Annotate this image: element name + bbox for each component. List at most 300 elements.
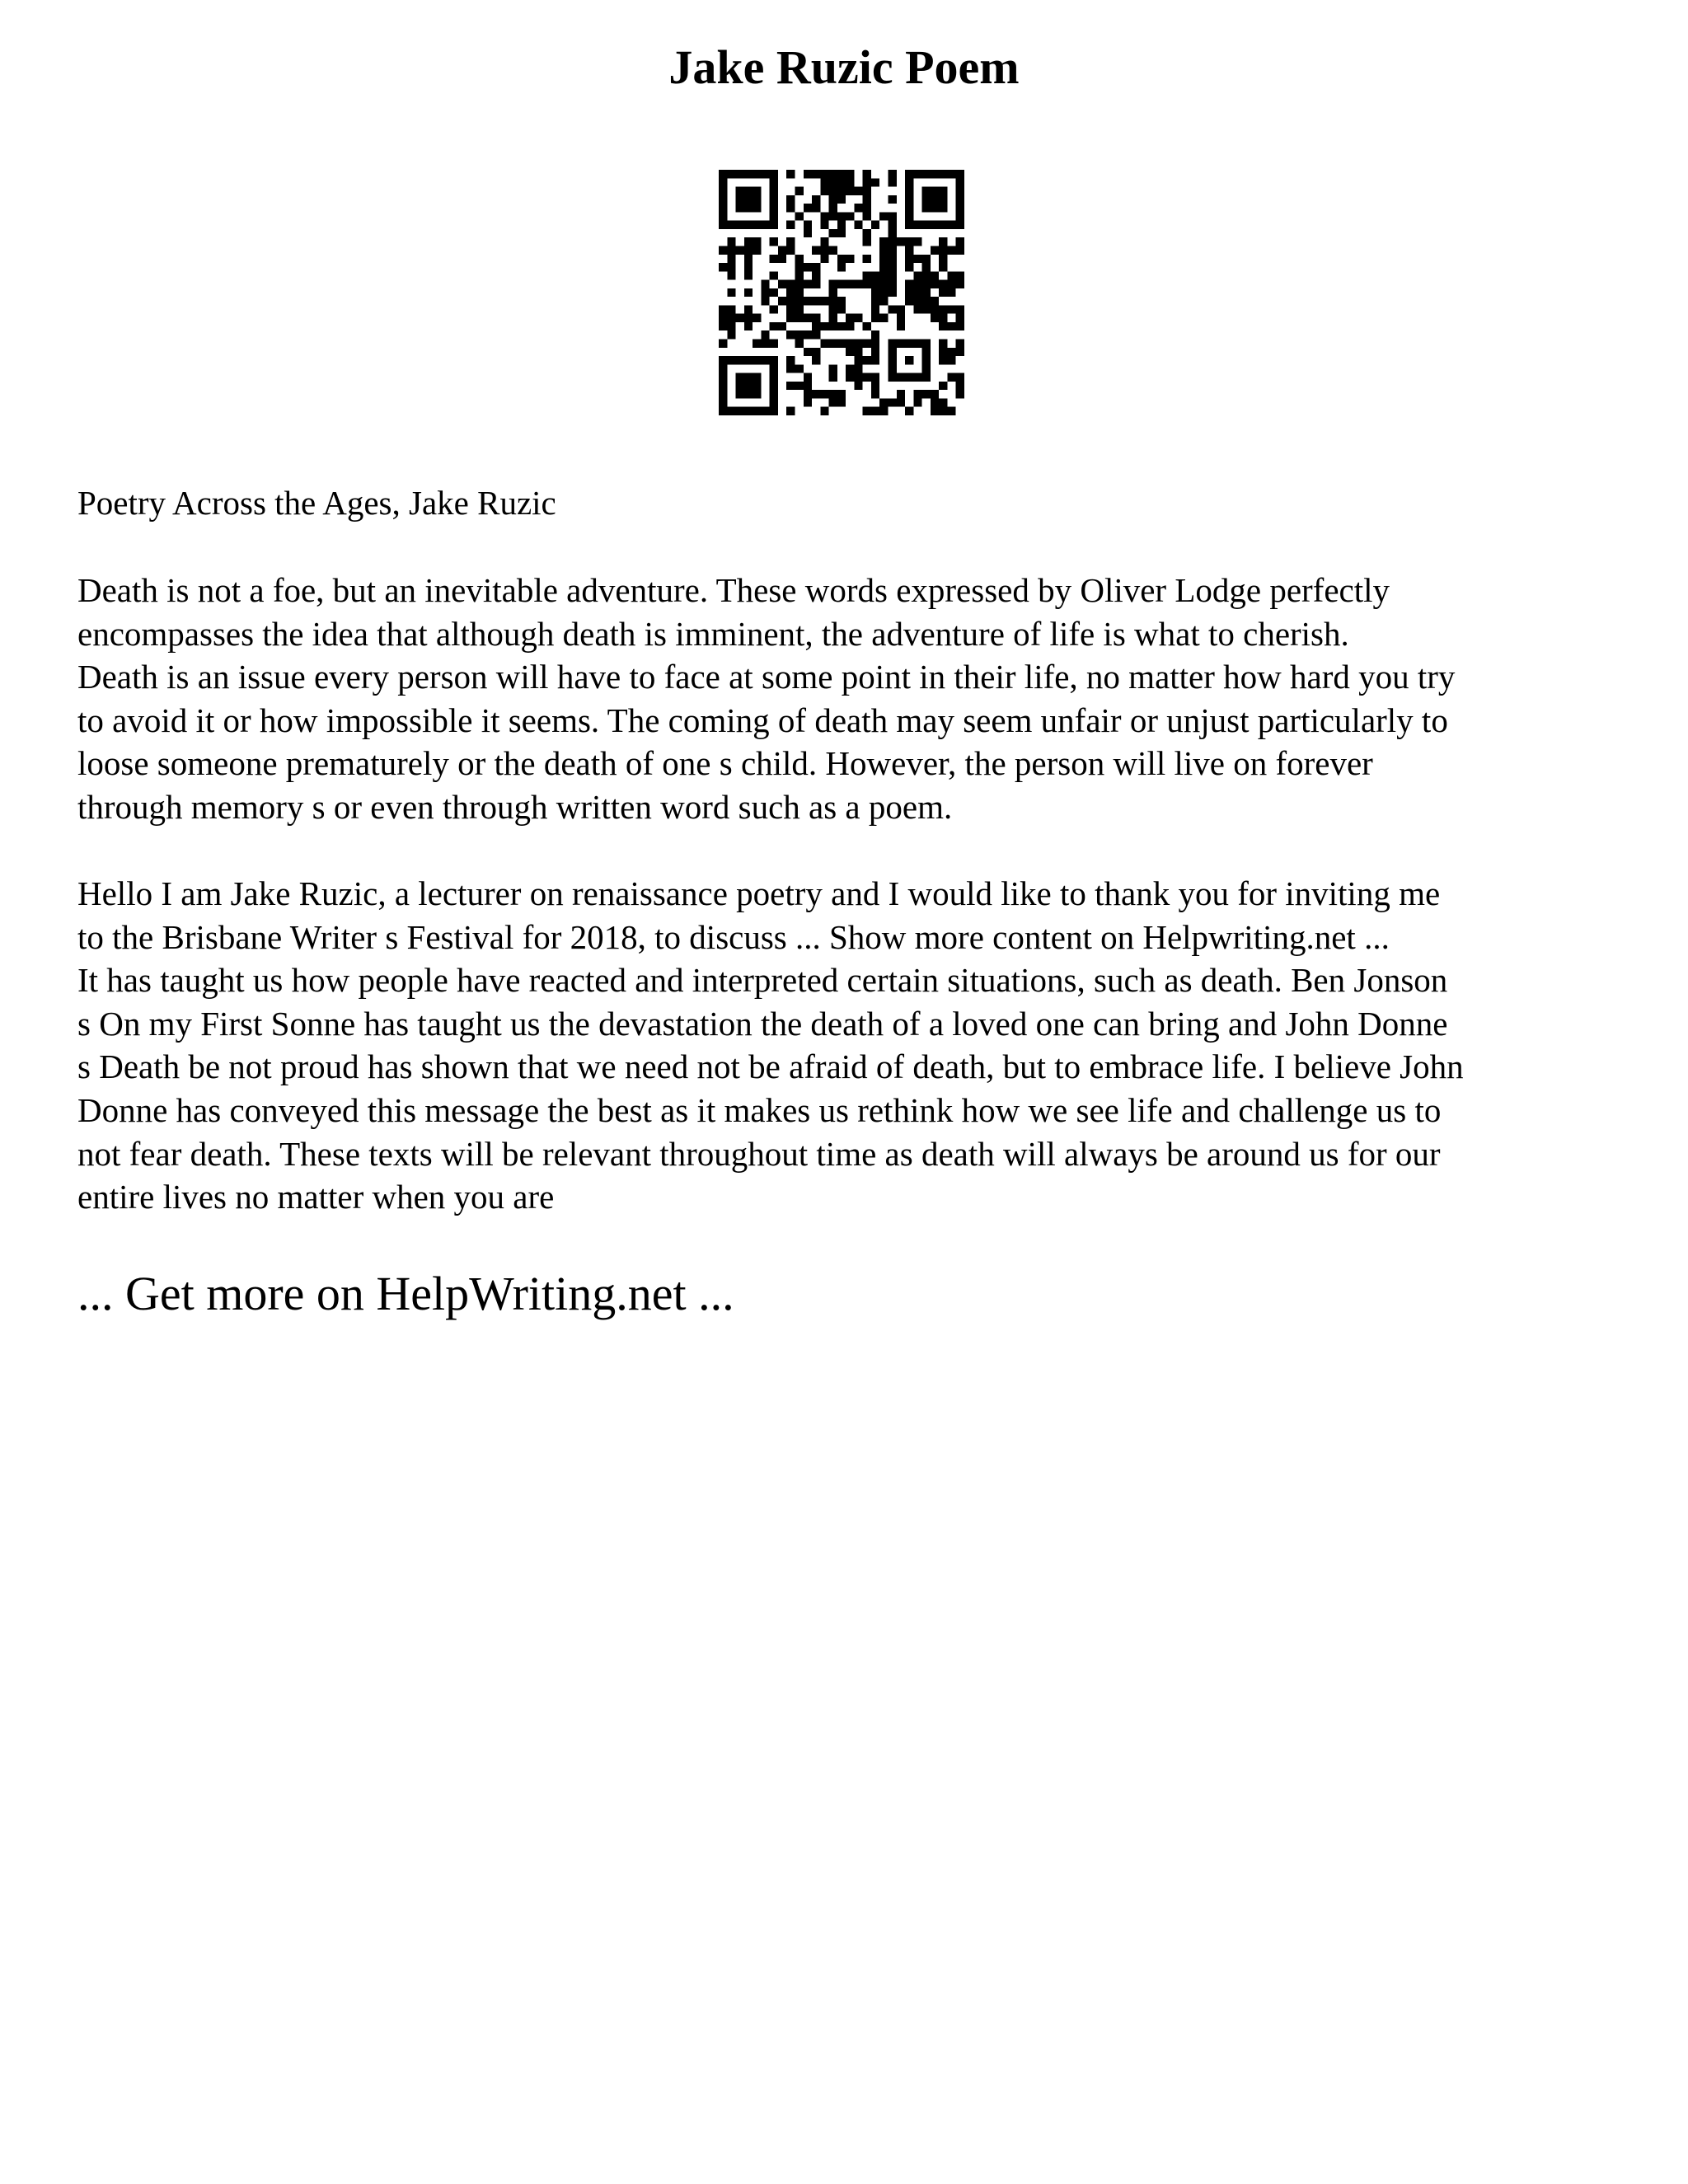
qr-module [736,314,744,322]
qr-module [854,280,862,288]
qr-module [837,229,846,237]
paragraph-2 [77,872,1627,1219]
qr-module [829,305,837,313]
qr-module [863,187,871,195]
qr-module [812,390,820,398]
qr-module [863,204,871,212]
qr-module [778,255,786,263]
qr-module [947,373,955,382]
qr-module [889,212,897,220]
qr-module [905,263,913,271]
qr-module [820,178,828,186]
qr-module [820,237,828,246]
qr-module [829,314,837,322]
qr-module [829,322,837,330]
qr-module [812,330,820,339]
qr-module [727,330,735,339]
qr-module [939,263,947,271]
qr-module [871,390,879,398]
qr-module [804,398,812,406]
qr-module [947,271,955,279]
qr-module [719,340,727,348]
qr-module [956,382,964,390]
qr-module [871,221,879,229]
qr-module [939,237,947,246]
qr-module [812,263,820,271]
qr-module [804,170,812,178]
qr-module [804,229,812,237]
qr-module [727,305,735,313]
qr-module [837,170,846,178]
qr-module [879,271,888,279]
paragraph-line: Hello I am Jake Ruzic, a lecturer on renaissance poetry and I would like to thank you for inviting me [77,874,1441,912]
qr-module [837,255,846,263]
qr-module [812,297,820,305]
qr-module [795,271,803,279]
qr-module [846,212,854,220]
qr-module [812,356,820,364]
qr-module [939,340,947,348]
qr-module [744,246,753,254]
qr-module [871,348,879,356]
qr-module [854,204,862,212]
qr-module [947,348,955,356]
qr-module [829,246,837,254]
qr-module [795,305,803,313]
qr-module [820,221,828,229]
qr-module [829,170,837,178]
qr-module [820,170,828,178]
qr-module [804,297,812,305]
qr-module [829,229,837,237]
qr-module [947,322,955,330]
qr-module [795,280,803,288]
paragraph-line: loose someone prematurely or the death of one s child. However, the person will live on forever [77,744,1373,783]
qr-module [786,288,795,297]
qr-module [854,314,862,322]
qr-module [956,373,964,382]
qr-module [744,263,753,271]
qr-module [804,280,812,288]
qr-module [939,407,947,415]
qr-module [871,340,879,348]
qr-module [786,170,795,178]
qr-module [837,212,846,220]
qr-module [837,178,846,186]
qr-module [939,314,947,322]
qr-module [786,305,795,313]
qr-module [863,280,871,288]
qr-module [778,297,786,305]
qr-module [897,398,905,406]
qr-module [820,390,828,398]
qr-module [846,314,854,322]
qr-module [753,246,761,254]
qr-module [913,390,921,398]
qr-module [905,237,913,246]
qr-module [829,178,837,186]
qr-module [889,237,897,246]
qr-module [947,288,955,297]
qr-module [863,340,871,348]
qr-module [863,255,871,263]
qr-module [863,229,871,237]
qr-module [854,382,862,390]
qr-module [956,280,964,288]
qr-module [829,212,837,220]
qr-module [879,212,888,220]
qr-module [922,255,931,263]
qr-module [846,373,854,382]
qr-module [905,407,913,415]
qr-module [913,255,921,263]
page-title: Jake Ruzic Poem [668,40,1020,94]
qr-module [829,297,837,305]
qr-module [829,187,837,195]
qr-module [905,288,913,297]
qr-module [939,305,947,313]
qr-module [889,255,897,263]
qr-module [871,382,879,390]
qr-module [846,170,854,178]
qr-module [719,314,727,322]
qr-module [795,330,803,339]
qr-module [863,212,871,220]
qr-module [947,305,955,313]
qr-module [829,280,837,288]
qr-module [761,330,769,339]
qr-module [829,288,837,297]
qr-module [846,348,854,356]
qr-module [786,195,795,204]
qr-module [786,280,795,288]
qr-module [795,263,803,271]
qr-module [727,246,735,254]
paragraph-line: to avoid it or how impossible it seems. The coming of death may seem unfair or unjust particularly to [77,701,1448,739]
qr-module [879,237,888,246]
qr-module [812,348,820,356]
qr-module [727,288,735,297]
qr-module [889,229,897,237]
qr-module [846,187,854,195]
qr-module [804,382,812,390]
qr-module [820,246,828,254]
qr-module [804,373,812,382]
qr-module [829,373,837,382]
qr-module [820,407,828,415]
qr-module [897,305,905,313]
qr-module [837,305,846,313]
qr-module [871,356,879,364]
qr-module [770,340,778,348]
qr-module [786,204,795,212]
qr-module [804,390,812,398]
qr-module [744,305,753,313]
qr-module [956,390,964,398]
qr-module [939,398,947,406]
qr-module [939,246,947,254]
qr-module [770,322,778,330]
qr-module [761,297,769,305]
qr-module [786,330,795,339]
qr-module [956,305,964,313]
qr-module [778,322,786,330]
qr-module [829,390,837,398]
qr-module [770,305,778,313]
paragraph-line: Death is not a foe, but an inevitable adventure. These words expressed by Oliver Lodge perfectly [77,571,1390,609]
paragraph-line: to the Brisbane Writer s Festival for 2018, to discuss ... Show more content on Helpwriting.net ... [77,917,1390,956]
qr-module [719,263,727,271]
qr-module [879,263,888,271]
qr-module [820,212,828,220]
qr-module [863,237,871,246]
qr-module [812,204,820,212]
qr-module [770,288,778,297]
qr-module [871,297,879,305]
qr-module [829,195,837,204]
qr-module [913,305,921,313]
qr-module [889,271,897,279]
qr-module [947,407,955,415]
qr-module [871,288,879,297]
qr-module [939,280,947,288]
qr-module [837,340,846,348]
qr-module [727,237,735,246]
qr-module [820,255,828,263]
qr-module [753,340,761,348]
qr-module [820,322,828,330]
qr-module [879,246,888,254]
qr-module [889,170,897,178]
qr-module [846,280,854,288]
qr-module [879,255,888,263]
qr-module [889,280,897,288]
qr-module [727,255,735,263]
qr-module [804,330,812,339]
qr-module [804,204,812,212]
qr-module [812,170,820,178]
qr-module [846,255,854,263]
qr-module [889,246,897,254]
qr-module [913,280,921,288]
paragraph-line: Death is an issue every person will have to face at some point in their life, no matter how hard you try [77,658,1456,696]
qr-module [947,280,955,288]
qr-module [727,263,735,271]
qr-module [820,187,828,195]
qr-module [761,280,769,288]
qr-module [837,322,846,330]
qr-module [778,246,786,254]
qr-module [804,314,812,322]
qr-module [871,330,879,339]
qr-module [879,407,888,415]
qr-module [863,356,871,364]
paragraph-line: s Death be not proud has shown that we need not be afraid of death, but to embrace life. I believe John [77,1047,1464,1086]
qr-module [736,246,744,254]
paragraph-line: through memory s or even through written word such as a poem. [77,787,953,826]
qr-module [804,221,812,229]
qr-module [863,407,871,415]
qr-module [727,271,735,279]
qr-module [812,271,820,279]
paragraph-1 [77,569,1627,829]
qr-module [719,305,727,313]
paragraph-line: encompasses the idea that although death is imminent, the adventure of life is what to cherish. [77,614,1349,653]
qr-module [956,322,964,330]
qr-module [719,246,727,254]
qr-module [786,246,795,254]
qr-module [744,314,753,322]
qr-module [897,390,905,398]
qr-module [812,195,820,204]
qr-module [727,314,735,322]
qr-module [744,322,753,330]
qr-module [846,340,854,348]
qr-module [837,390,846,398]
qr-module [770,271,778,279]
qr-module [889,178,897,186]
qr-module [804,348,812,356]
qr-module [863,322,871,330]
qr-module [820,297,828,305]
qr-module [770,255,778,263]
qr-module [795,187,803,195]
qr-module [922,297,931,305]
qr-module [744,237,753,246]
qr-module [947,246,955,254]
paragraph-line: Donne has conveyed this message the best as it makes us rethink how we see life and challenge us to [77,1090,1442,1129]
qr-module [795,340,803,348]
qr-module [795,297,803,305]
qr-module [922,305,931,313]
qr-module [786,382,795,390]
qr-module [829,398,837,406]
qr-module [804,263,812,271]
document-subtitle: Poetry Across the Ages, Jake Ruzic [77,484,556,522]
qr-module [829,340,837,348]
qr-module [897,237,905,246]
qr-module [854,364,862,373]
qr-module [897,322,905,330]
qr-module [753,314,761,322]
qr-module [863,271,871,279]
qr-module [753,237,761,246]
qr-module [871,271,879,279]
qr-module [820,340,828,348]
qr-module [871,373,879,382]
qr-module [837,280,846,288]
qr-module [854,340,862,348]
qr-module [837,221,846,229]
qr-module [786,314,795,322]
qr-module [939,356,947,364]
qr-module [922,271,931,279]
qr-module [744,288,753,297]
qr-module [913,288,921,297]
qr-module [812,314,820,322]
qr-module [744,255,753,263]
qr-module [863,178,871,186]
qr-module [897,314,905,322]
qr-module [922,280,931,288]
qr-module [786,364,795,373]
qr-module [719,322,727,330]
qr-module [854,348,862,356]
qr-module [812,280,820,288]
qr-module [829,204,837,212]
qr-module [786,407,795,415]
paragraph-line: s On my First Sonne has taught us the devastation the death of a loved one can bring and John Donne [77,1004,1448,1043]
qr-module [871,178,879,186]
qr-module [905,255,913,263]
qr-module [947,356,955,364]
qr-module [863,170,871,178]
qr-module [931,297,939,305]
qr-module [871,314,879,322]
qr-module [786,297,795,305]
qr-module [913,237,921,246]
qr-module [922,390,931,398]
qr-module [837,398,846,406]
qr-module [931,246,939,254]
qr-module [956,314,964,322]
qr-module [744,271,753,279]
qr-module [846,364,854,373]
qr-module [939,348,947,356]
get-more-link[interactable]: ... Get more on HelpWriting.net ... [77,1267,734,1320]
qr-module [879,280,888,288]
qr-module [829,364,837,373]
qr-module [761,340,769,348]
qr-module [956,348,964,356]
qr-module [837,263,846,271]
qr-code [719,170,964,415]
qr-module [854,221,862,229]
qr-module [837,297,846,305]
qr-module [905,297,913,305]
qr-module [795,288,803,297]
qr-module [922,263,931,271]
qr-module [854,187,862,195]
qr-module [889,305,897,313]
qr-module [871,305,879,313]
qr-module [837,187,846,195]
qr-module [939,382,947,390]
qr-module [786,356,795,364]
qr-module [863,195,871,204]
qr-module [879,314,888,322]
qr-module [879,398,888,406]
qr-module [770,237,778,246]
qr-module [905,280,913,288]
paragraph-line: It has taught us how people have reacted and interpreted certain situations, such as death. Ben Jonson [77,961,1448,1000]
qr-module [795,382,803,390]
qr-module [931,280,939,288]
qr-module [905,246,913,254]
qr-module [837,195,846,204]
qr-module [939,255,947,263]
qr-module [931,407,939,415]
qr-module [956,340,964,348]
qr-module [956,237,964,246]
qr-module [889,288,897,297]
qr-module [931,271,939,279]
qr-module [931,398,939,406]
qr-module [939,322,947,330]
qr-module [727,322,735,330]
qr-module [879,297,888,305]
qr-module [939,288,947,297]
